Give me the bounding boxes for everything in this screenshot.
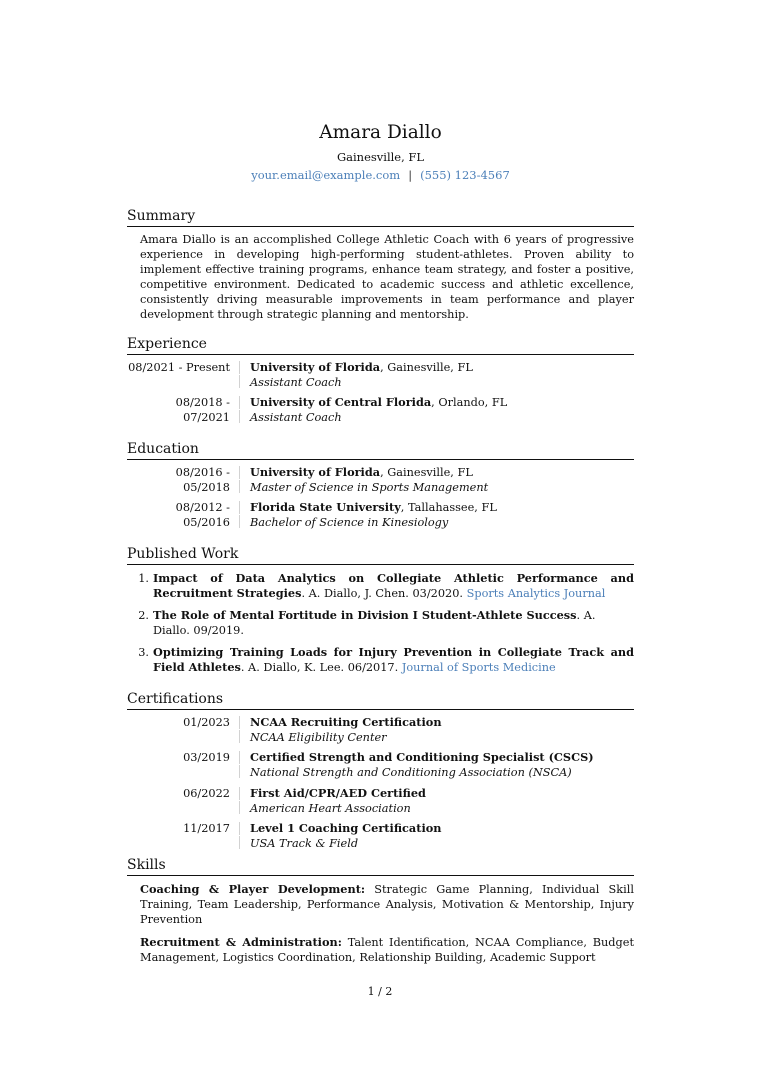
phone-link[interactable]: (555) 123-4567 xyxy=(420,168,510,182)
section-title-certifications: Certifications xyxy=(127,690,634,710)
person-name: Amara Diallo xyxy=(319,122,442,143)
experience-entry xyxy=(127,360,634,390)
publication-list xyxy=(127,571,634,675)
publication-title: The Role of Mental Fortitude in Division I Student-Athlete Success xyxy=(153,608,577,622)
summary-text: Amara Diallo is an accomplished College Athletic Coach with 6 years of progressive experience in developing high-performing student-athletes. Proven ability to implement effective training programs, enhance team strategy, and foster a positive, competitive environment. Dedicated to academic success and athletic excellence, consistently driving measurable improvements in team performance and player development through strategic planning and mentorship. xyxy=(140,233,634,321)
entry-institution: University of Central Florida xyxy=(250,395,432,410)
experience-section xyxy=(127,335,634,425)
skills-group xyxy=(140,935,634,965)
entry-date: 03/2019 xyxy=(183,751,230,765)
certification-issuer: USA Track & Field xyxy=(250,836,359,850)
skills-group-label: Coaching & Player Development: xyxy=(140,882,366,896)
publication-item xyxy=(127,645,634,675)
section-title-summary: Summary xyxy=(127,207,634,227)
certification-entry xyxy=(127,786,634,816)
entry-degree: Bachelor of Science in Kinesiology xyxy=(250,516,449,530)
certification-entry xyxy=(127,750,634,780)
publication-item xyxy=(127,571,634,601)
experience-list xyxy=(127,360,634,425)
certification-name: First Aid/CPR/AED Certified xyxy=(250,785,426,800)
publication-venue-link[interactable]: Journal of Sports Medicine xyxy=(401,661,556,674)
section-title-education: Education xyxy=(127,440,634,460)
entry-date: 01/2023 xyxy=(183,716,230,729)
contact-separator: | xyxy=(408,168,413,182)
certifications-section xyxy=(127,690,634,851)
entry-role: Assistant Coach xyxy=(250,376,342,389)
certification-issuer: NCAA Eligibility Center xyxy=(250,731,387,744)
certification-name: Level 1 Coaching Certification xyxy=(250,820,442,835)
entry-date: 06/2022 xyxy=(183,786,230,800)
publication-details: . A. Diallo, J. Chen. 03/2020. xyxy=(301,587,467,600)
publication-title: Impact of Data Analytics on Collegiate Athletic Performance and Recruitment Strategies xyxy=(153,571,634,600)
education-entry xyxy=(127,465,634,495)
certification-name: Certified Strength and Conditioning Specialist (CSCS) xyxy=(250,750,594,765)
skills-group-label: Recruitment & Administration: xyxy=(140,935,342,949)
published-section xyxy=(127,545,634,682)
section-title-experience: Experience xyxy=(127,335,634,355)
certification-name: NCAA Recruiting Certification xyxy=(250,715,442,729)
certification-list xyxy=(127,715,634,851)
certification-entry xyxy=(127,715,634,745)
entry-place: , Gainesville, FL xyxy=(380,361,473,374)
entry-institution: University of Florida xyxy=(250,360,381,374)
resume-page xyxy=(127,122,634,964)
publication-title: Optimizing Training Loads for Injury Prevention in Collegiate Track and Field Athletes xyxy=(153,645,634,674)
publication-number: 3. xyxy=(138,646,149,659)
entry-date: 08/2018 - 07/2021 xyxy=(175,396,230,425)
entry-place: , Orlando, FL xyxy=(431,396,508,410)
publication-number: 2. xyxy=(138,609,149,622)
certification-entry xyxy=(127,821,634,851)
entry-degree: Master of Science in Sports Management xyxy=(250,481,489,494)
section-title-skills: Skills xyxy=(127,856,634,876)
certification-issuer: National Strength and Conditioning Association (NSCA) xyxy=(250,766,572,780)
page-number: 1 / 2 xyxy=(367,985,393,998)
publication-venue-link[interactable]: Sports Analytics Journal xyxy=(466,587,606,600)
email-link[interactable]: your.email@example.com xyxy=(251,168,401,182)
skills-group-text: Strategic Game Planning, Individual Skill Training, Team Leadership, Performance Analysis, Motivation & Mentorship, Injury Prevention xyxy=(140,883,634,926)
skills-section xyxy=(127,856,634,965)
publication-details: . A. Diallo, K. Lee. 06/2017. xyxy=(240,661,402,674)
entry-institution: Florida State University xyxy=(250,500,401,515)
education-list xyxy=(127,465,634,530)
entry-institution: University of Florida xyxy=(250,465,381,479)
resume-header xyxy=(127,122,634,183)
entry-role: Assistant Coach xyxy=(250,411,342,425)
summary-section xyxy=(127,207,634,322)
certification-issuer: American Heart Association xyxy=(250,801,411,815)
contact-line xyxy=(127,168,634,183)
entry-date: 11/2017 xyxy=(183,821,230,835)
publication-details: . A. Diallo. 09/2019. xyxy=(153,609,596,637)
section-title-published: Published Work xyxy=(127,545,634,565)
entry-date: 08/2021 - Present xyxy=(128,361,230,374)
entry-place: , Gainesville, FL xyxy=(380,466,473,479)
skills-group xyxy=(140,882,634,927)
entry-date: 08/2012 - 05/2016 xyxy=(175,501,230,530)
education-section xyxy=(127,440,634,530)
entry-date: 08/2016 - 05/2018 xyxy=(175,466,230,494)
entry-place: , Tallahassee, FL xyxy=(400,501,497,515)
publication-number: 1. xyxy=(138,572,149,585)
experience-entry xyxy=(127,395,634,425)
skills-group-text: Talent Identification, NCAA Compliance, Budget Management, Logistics Coordination, Relationship Building, Academic Support xyxy=(140,936,634,964)
location: Gainesville, FL xyxy=(336,150,425,164)
publication-item xyxy=(127,608,634,638)
education-entry xyxy=(127,500,634,530)
